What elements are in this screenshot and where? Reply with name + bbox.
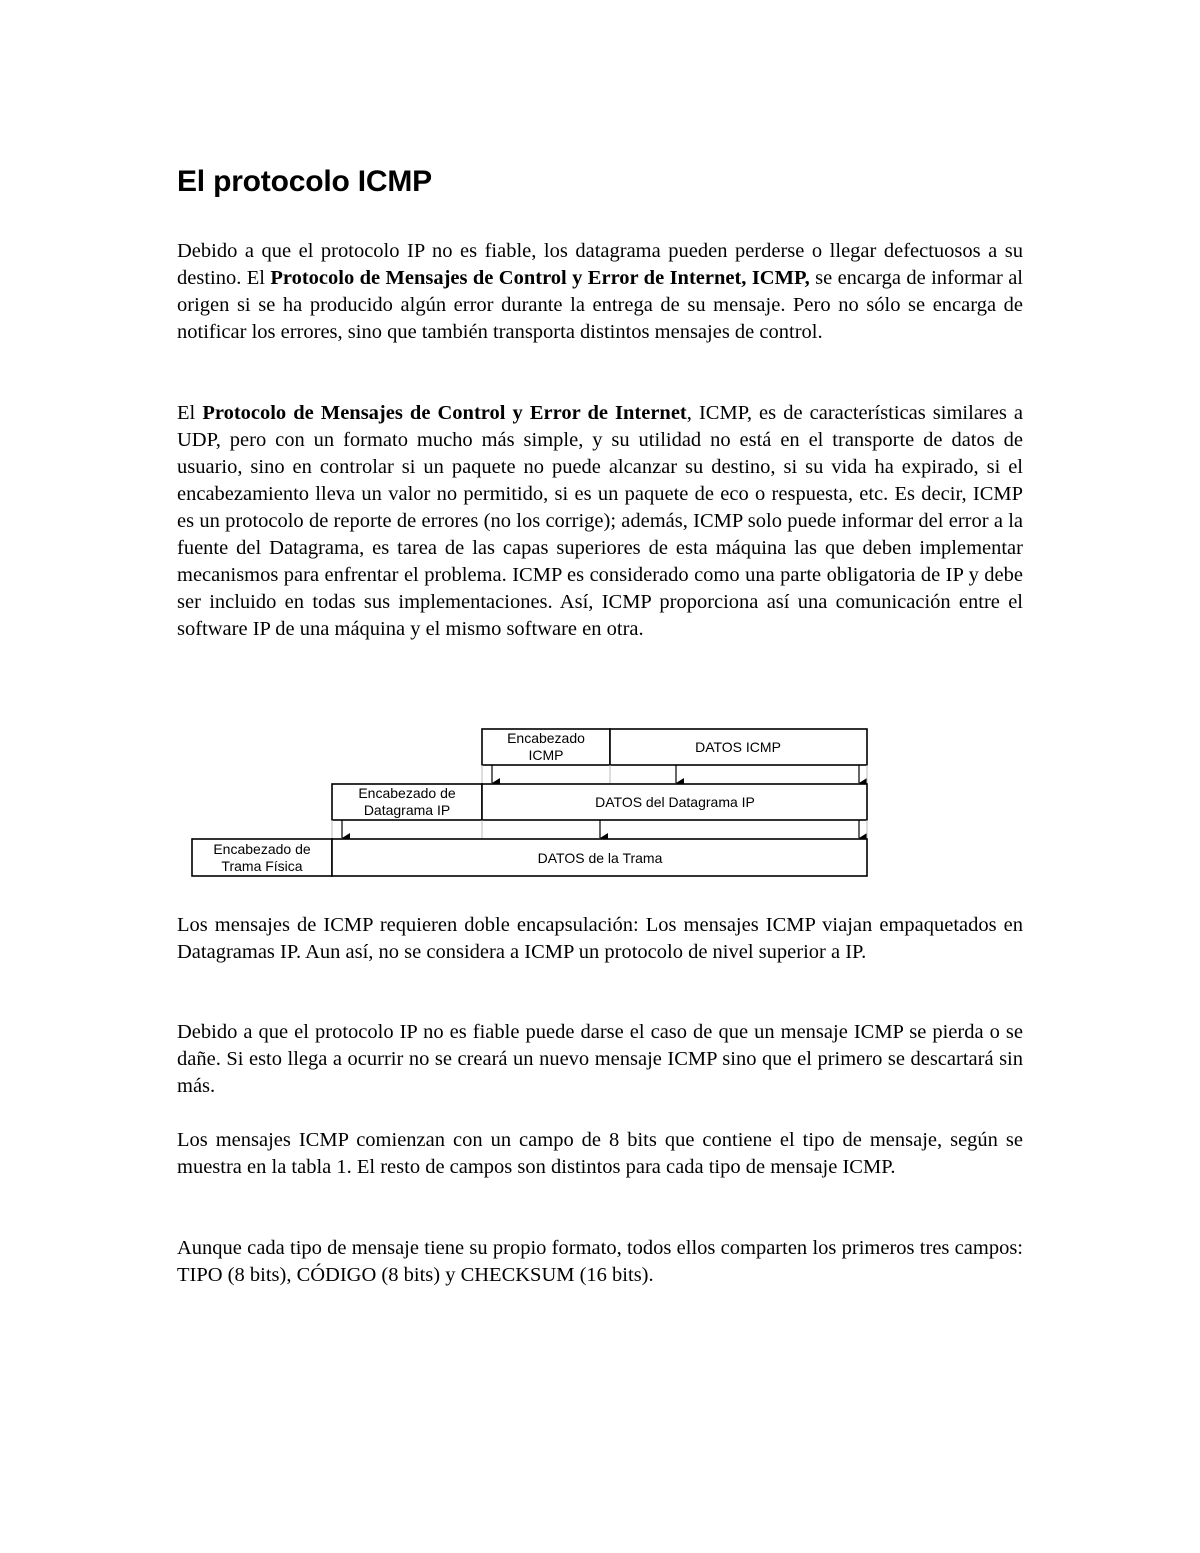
ip-header-label-2: Datagrama IP	[363, 802, 451, 818]
frame-header-label-1: Encabezado de	[213, 841, 311, 857]
ip-row	[332, 784, 867, 820]
encapsulation-diagram	[190, 727, 872, 881]
paragraph-2	[177, 400, 1023, 643]
paragraph-1-text-b: se encarga de informar al origen si se ha producido algún error durante la entrega de su mensaje. Pero no sólo se encarga de notificar los errores, sino que también transporta distintos mensajes de control.	[177, 267, 1023, 343]
icmp-header-label-1: Encabezado	[507, 730, 585, 746]
ip-data-label: DATOS del Datagrama IP	[595, 794, 755, 810]
paragraph-2-text-b: , ICMP, es de características similares a UDP, pero con un formato mucho más simple, y su utilidad no está en el transporte de datos de usuario, sino en controlar si un paquete no puede alcanzar su destino, si su vida ha expirado, si el encabezamiento lleva un valor no permitido, si es un paquete de eco o respuesta, etc. Es decir, ICMP es un protocolo de reporte de errores (no los corrige); además, ICMP solo puede informar del error a la fuente del Datagrama, es tarea de las capas superiores de esta máquina las que deben implementar mecanismos para enfrentar el problema. ICMP es considerado como una parte obligatoria de IP y debe ser incluido en todas sus implementaciones. Así, ICMP proporciona así una comunicación entre el software IP de una máquina y el mismo software en otra.	[177, 402, 1023, 640]
paragraph-1-bold: Protocolo de Mensajes de Control y Error de Internet, ICMP,	[270, 267, 810, 289]
frame-header-label-2: Trama Física	[221, 858, 303, 874]
paragraph-2-text-a: El	[177, 402, 203, 424]
page-title: El protocolo ICMP	[177, 165, 432, 198]
frame-data-label: DATOS de la Trama	[537, 850, 663, 866]
frame-row	[192, 839, 867, 876]
icmp-data-label: DATOS ICMP	[695, 739, 781, 755]
paragraph-1-text-a: Debido a que el protocolo IP no es fiable, los datagrama pueden perderse o llegar defectuosos a su destino. El	[177, 240, 1023, 289]
icmp-header-label-2: ICMP	[528, 747, 564, 763]
ip-header-label-1: Encabezado de	[358, 785, 456, 801]
connectors-ip-to-frame	[332, 820, 867, 839]
paragraph-6: Aunque cada tipo de mensaje tiene su propio formato, todos ellos comparten los primeros tres campos: TIPO (8 bits), CÓDIGO (8 bits) y CHECKSUM (16 bits).	[177, 1237, 1023, 1286]
paragraph-1	[177, 238, 1023, 346]
icmp-row	[482, 729, 867, 765]
paragraph-4: Debido a que el protocolo IP no es fiable puede darse el caso de que un mensaje ICMP se pierda o se dañe. Si esto llega a ocurrir no se creará un nuevo mensaje ICMP sino que el primero se descartará sin más.	[177, 1021, 1023, 1097]
paragraph-2-bold: Protocolo de Mensajes de Control y Error de Internet	[202, 402, 687, 424]
paragraph-5: Los mensajes ICMP comienzan con un campo de 8 bits que contiene el tipo de mensaje, según se muestra en la tabla 1. El resto de campos son distintos para cada tipo de mensaje ICMP.	[177, 1129, 1023, 1178]
connectors-icmp-to-ip	[482, 765, 867, 784]
paragraph-3: Los mensajes de ICMP requieren doble encapsulación: Los mensajes ICMP viajan empaquetados en Datagramas IP. Aun así, no se considera a ICMP un protocolo de nivel superior a IP.	[177, 914, 1023, 963]
